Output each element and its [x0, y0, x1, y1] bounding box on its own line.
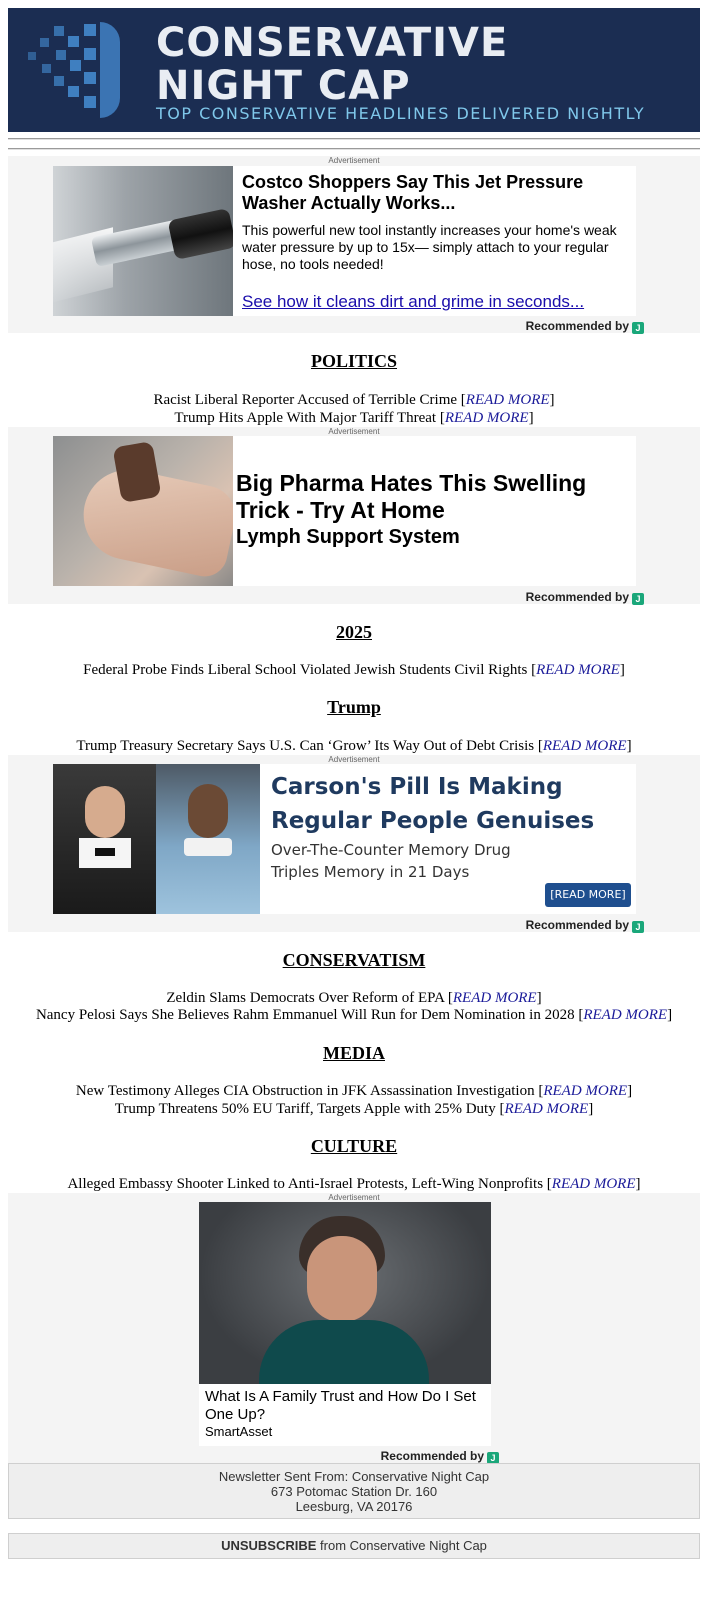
story-title: Trump Hits Apple With Major Tariff Threat: [174, 410, 437, 426]
recommended-by-label: Recommended by: [525, 918, 629, 932]
read-more-link[interactable]: READ MORE: [504, 1101, 589, 1117]
story-item: Federal Probe Finds Liberal School Violated Jewish Students Civil Rights [READ MORE]: [83, 662, 625, 678]
story-title: Zeldin Slams Democrats Over Reform of EPA: [166, 990, 445, 1006]
footer-address-line2: Leesburg, VA 20176: [295, 1499, 413, 1514]
ad-headline-line1[interactable]: Big Pharma Hates This Swelling: [236, 470, 587, 496]
ad-label: Advertisement: [328, 755, 380, 764]
read-more-link[interactable]: READ MORE: [444, 410, 529, 426]
story-title: Trump Treasury Secretary Says U.S. Can ‘Grow’ Its Way Out of Debt Crisis: [76, 738, 535, 754]
ad-card-pharma[interactable]: [53, 436, 636, 586]
recommender-logo-icon: J: [632, 593, 644, 605]
swollen-foot-image[interactable]: [53, 436, 233, 586]
ad-subline2: Triples Memory in 21 Days: [271, 863, 470, 881]
story-item: Nancy Pelosi Says She Believes Rahm Emmanuel Will Run for Dem Nomination in 2028 [READ MORE]: [35, 1007, 673, 1023]
section-heading-culture: CULTURE: [310, 1136, 398, 1156]
read-more-link[interactable]: READ MORE: [551, 1176, 636, 1192]
read-more-link[interactable]: READ MORE: [452, 990, 537, 1006]
section-heading-conservatism: CONSERVATISM: [282, 950, 426, 970]
ad-block-pharma: [8, 427, 700, 604]
ad-subline1: Over-The-Counter Memory Drug: [271, 841, 511, 859]
read-more-link[interactable]: READ MORE: [543, 1083, 628, 1099]
ad-link[interactable]: See how it cleans dirt and grime in seconds...: [242, 292, 585, 311]
recommended-by-label: Recommended by: [380, 1449, 484, 1463]
section-heading-politics: POLITICS: [310, 351, 398, 371]
section-heading-media: MEDIA: [323, 1043, 385, 1063]
ad-label: Advertisement: [328, 427, 380, 436]
ad-card-carson[interactable]: [53, 764, 636, 914]
recommended-by[interactable]: [381, 1449, 499, 1464]
recommended-by-label: Recommended by: [525, 590, 629, 604]
site-tagline: TOP CONSERVATIVE HEADLINES DELIVERED NIGHTLY: [156, 104, 646, 123]
man-in-scrubs-image[interactable]: [156, 764, 260, 914]
section-heading-2025: 2025: [336, 622, 372, 642]
story-title: Racist Liberal Reporter Accused of Terrible Crime: [153, 392, 458, 408]
footer-address-line1: 673 Potomac Station Dr. 160: [270, 1484, 438, 1499]
recommender-logo-icon: J: [487, 1452, 499, 1464]
recommended-by[interactable]: [526, 918, 644, 933]
unsubscribe-bar[interactable]: [8, 1533, 700, 1559]
ad-subhead: Lymph Support System: [236, 526, 460, 548]
recommender-logo-icon: J: [632, 322, 644, 334]
footer-sent-from: Newsletter Sent From: Conservative Night Cap: [218, 1469, 490, 1484]
read-more-link[interactable]: READ MORE: [536, 662, 620, 678]
recommended-by[interactable]: [526, 319, 644, 334]
read-more-link[interactable]: READ MORE: [583, 1007, 668, 1023]
ad-headline-line2[interactable]: Trick - Try At Home: [236, 497, 445, 523]
ad-label: Advertisement: [328, 156, 380, 165]
ad-read-more-button[interactable]: [READ MORE]: [545, 883, 631, 907]
man-in-tuxedo-image[interactable]: [53, 764, 156, 914]
ad-block-washer: [8, 156, 700, 333]
recommended-by-label: Recommended by: [525, 319, 629, 333]
story-item: Trump Treasury Secretary Says U.S. Can ‘Grow’ Its Way Out of Debt Crisis [READ MORE]: [76, 738, 632, 754]
ad-card-washer[interactable]: [53, 166, 636, 316]
ad-headline[interactable]: Carson's Pill Is Making Regular People Genuises: [271, 774, 595, 834]
ad-card-trust[interactable]: [199, 1202, 491, 1446]
story-item: Racist Liberal Reporter Accused of Terrible Crime [READ MORE]: [153, 392, 555, 408]
ad-label: Advertisement: [328, 1193, 380, 1202]
site-title-line2: NIGHT CAP: [156, 63, 411, 109]
header-banner: [8, 8, 700, 132]
story-title: Federal Probe Finds Liberal School Violated Jewish Students Civil Rights: [83, 662, 528, 678]
story-title: Nancy Pelosi Says She Believes Rahm Emmanuel Will Run for Dem Nomination in 2028: [35, 1007, 575, 1023]
newsletter-footer: [8, 1463, 700, 1519]
divider: [8, 148, 700, 150]
divider: [8, 138, 700, 140]
ad-body: This powerful new tool instantly increases your home's weak water pressure by up to 15x— simply attach to your regular hose, no tools needed!: [242, 222, 617, 272]
ad-headline[interactable]: What Is A Family Trust and How Do I Set One Up?: [205, 1388, 476, 1423]
section-heading-trump: Trump: [327, 697, 381, 717]
read-more-link[interactable]: READ MORE: [542, 738, 627, 754]
recommended-by[interactable]: [526, 590, 644, 605]
smiling-woman-image[interactable]: [199, 1202, 491, 1384]
ad-block-trust: [8, 1193, 700, 1463]
ad-headline[interactable]: Costco Shoppers Say This Jet Pressure Washer Actually Works...: [242, 172, 584, 213]
story-title: Trump Threatens 50% EU Tariff, Targets Apple with 25% Duty: [114, 1101, 496, 1117]
ad-source: SmartAsset: [205, 1424, 273, 1439]
story-title: New Testimony Alleges CIA Obstruction in JFK Assassination Investigation: [75, 1083, 535, 1099]
site-title-line1: CONSERVATIVE: [156, 20, 509, 66]
story-item: Trump Threatens 50% EU Tariff, Targets Apple with 25% Duty [READ MORE]: [114, 1101, 594, 1117]
story-item: New Testimony Alleges CIA Obstruction in JFK Assassination Investigation [READ MORE]: [75, 1083, 633, 1099]
read-more-link[interactable]: READ MORE: [465, 392, 550, 408]
story-item: Trump Hits Apple With Major Tariff Threat [READ MORE]: [174, 410, 534, 426]
unsubscribe-link[interactable]: UNSUBSCRIBE: [221, 1538, 317, 1553]
pressure-washer-image[interactable]: [53, 166, 233, 316]
unsubscribe-text: from Conservative Night Cap: [316, 1538, 487, 1553]
ad-block-carson: [8, 755, 700, 932]
story-item: Zeldin Slams Democrats Over Reform of EPA [READ MORE]: [166, 990, 542, 1006]
story-title: Alleged Embassy Shooter Linked to Anti-Israel Protests, Left-Wing Nonprofits: [67, 1176, 544, 1192]
story-item: Alleged Embassy Shooter Linked to Anti-Israel Protests, Left-Wing Nonprofits [READ MORE]: [67, 1176, 641, 1192]
recommender-logo-icon: J: [632, 921, 644, 933]
